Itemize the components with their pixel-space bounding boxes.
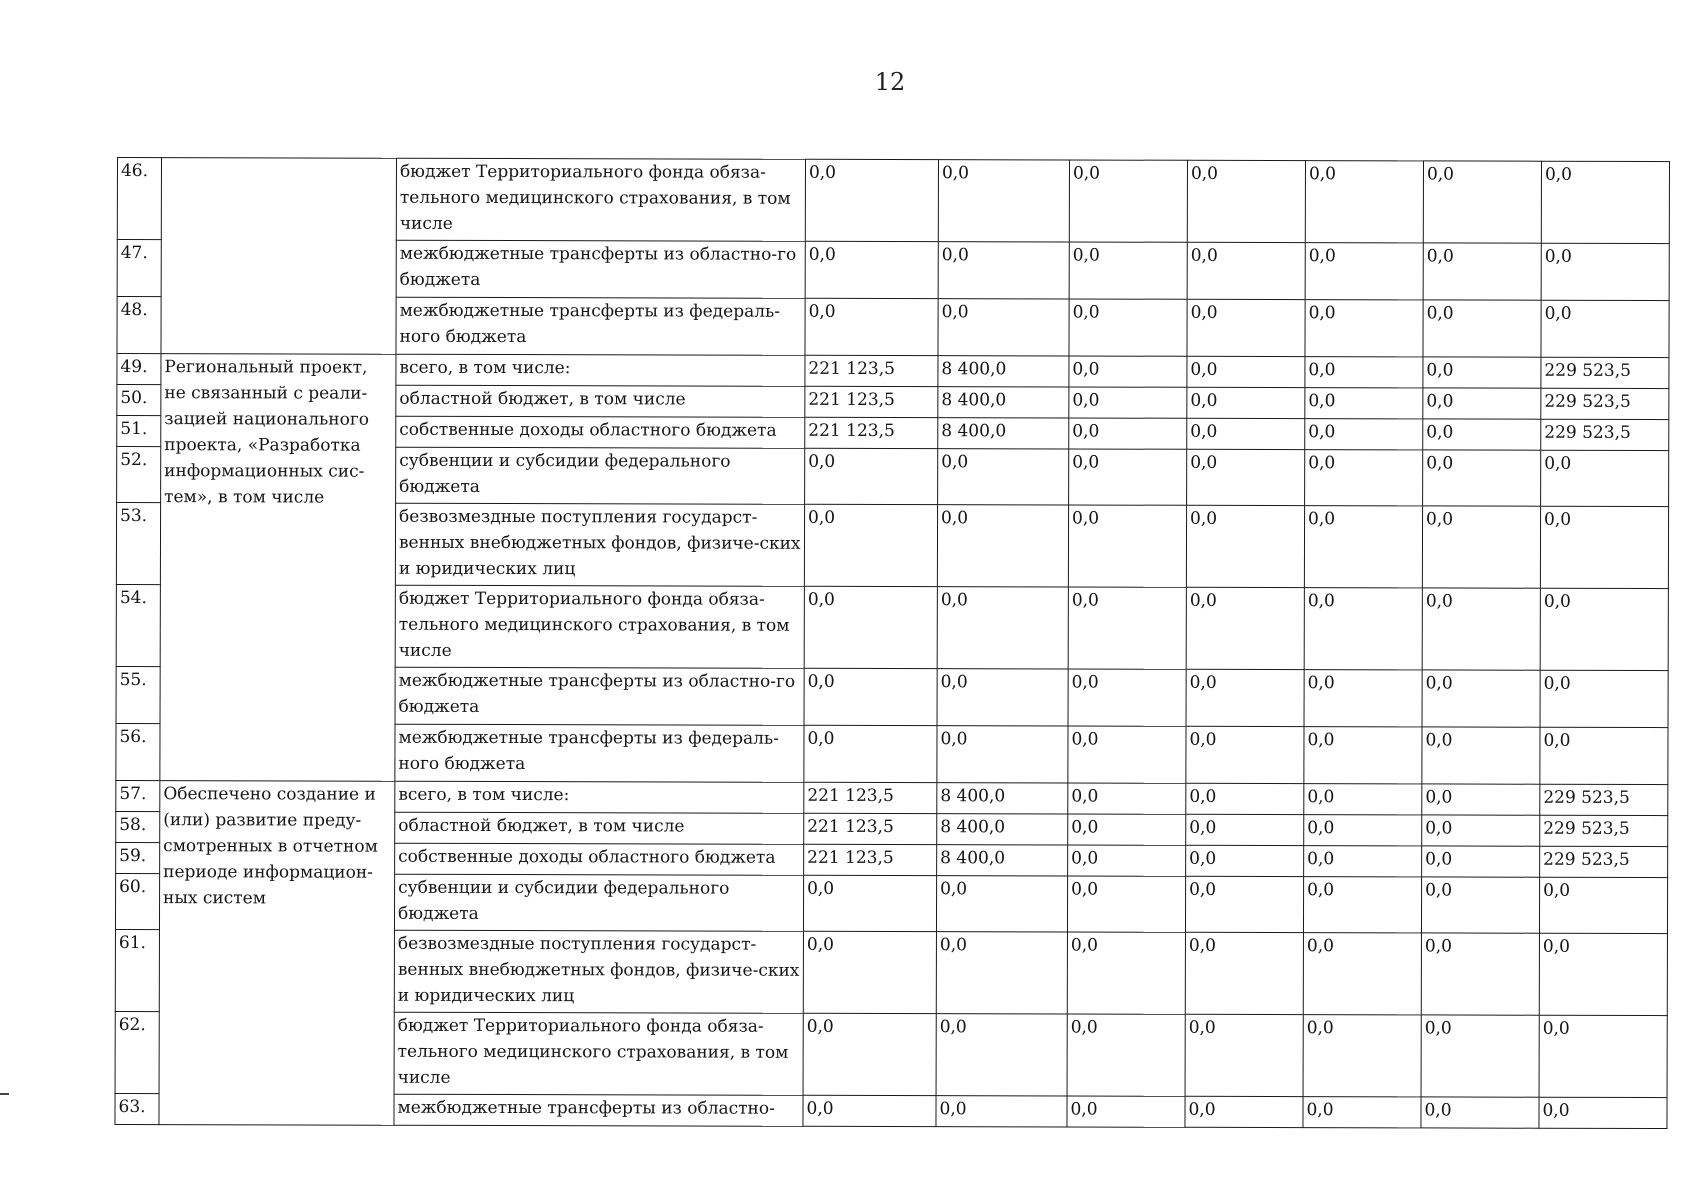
value-cell: 0,0 bbox=[1305, 243, 1423, 300]
funding-source-cell: областной бюджет, в том числе bbox=[396, 385, 805, 417]
value-cell: 0,0 bbox=[1541, 161, 1669, 243]
value-cell: 0,0 bbox=[1423, 388, 1541, 419]
row-number-cell: 59. bbox=[116, 842, 160, 873]
value-cell: 0,0 bbox=[804, 504, 937, 586]
value-cell: 0,0 bbox=[804, 725, 937, 782]
value-cell: 0,0 bbox=[936, 932, 1067, 1014]
value-cell: 0,0 bbox=[1068, 783, 1186, 814]
value-cell: 0,0 bbox=[1539, 1097, 1667, 1128]
value-cell: 0,0 bbox=[1423, 243, 1541, 300]
value-cell: 0,0 bbox=[1304, 846, 1422, 877]
value-cell: 0,0 bbox=[1303, 1015, 1421, 1097]
value-cell: 0,0 bbox=[1423, 419, 1541, 450]
row-number-cell: 61. bbox=[115, 929, 159, 1011]
value-cell: 0,0 bbox=[938, 299, 1069, 356]
value-cell: 0,0 bbox=[1069, 242, 1187, 299]
value-cell: 0,0 bbox=[1421, 1015, 1539, 1097]
value-cell: 0,0 bbox=[1539, 1015, 1667, 1097]
value-cell: 0,0 bbox=[1422, 588, 1540, 670]
value-cell: 0,0 bbox=[937, 669, 1068, 726]
value-cell: 0,0 bbox=[1186, 587, 1304, 669]
value-cell: 8 400,0 bbox=[937, 814, 1068, 845]
value-cell: 0,0 bbox=[1423, 357, 1541, 388]
value-cell: 0,0 bbox=[1068, 505, 1186, 587]
value-cell: 0,0 bbox=[1540, 588, 1668, 670]
value-cell: 0,0 bbox=[1186, 783, 1304, 814]
value-cell: 0,0 bbox=[1185, 1096, 1303, 1127]
value-cell: 0,0 bbox=[1422, 670, 1540, 727]
budget-table bbox=[114, 157, 1670, 1129]
value-cell: 0,0 bbox=[1187, 449, 1305, 505]
value-cell: 0,0 bbox=[938, 242, 1069, 299]
funding-source-cell: безвозмездные поступления государст-венных внебюджетных фондов, физиче-ских и юридических лиц bbox=[395, 503, 804, 586]
value-cell: 0,0 bbox=[1304, 506, 1422, 588]
row-number-cell: 53. bbox=[116, 503, 160, 585]
value-cell: 0,0 bbox=[1305, 357, 1423, 388]
row-number-cell: 58. bbox=[116, 811, 160, 842]
value-cell: 0,0 bbox=[1305, 300, 1423, 357]
value-cell: 0,0 bbox=[936, 876, 1067, 932]
value-cell: 0,0 bbox=[1067, 876, 1185, 932]
value-cell: 0,0 bbox=[1068, 669, 1186, 726]
funding-source-cell: бюджет Территориального фонда обяза-тельного медицинского страхования, в том числе bbox=[396, 158, 805, 241]
row-number-cell: 56. bbox=[116, 723, 160, 780]
value-cell: 0,0 bbox=[1069, 449, 1187, 505]
edge-mark bbox=[0, 1093, 9, 1095]
value-cell: 0,0 bbox=[1304, 727, 1422, 784]
funding-source-cell: межбюджетные трансферты из областно-го бюджета bbox=[395, 667, 804, 725]
funding-source-cell: межбюджетные трансферты из федераль-ного бюджета bbox=[396, 297, 805, 355]
value-cell: 0,0 bbox=[1186, 845, 1304, 876]
value-cell: 221 123,5 bbox=[804, 813, 937, 844]
value-cell: 0,0 bbox=[936, 1014, 1067, 1096]
value-cell: 0,0 bbox=[937, 505, 1068, 587]
value-cell: 0,0 bbox=[936, 1096, 1067, 1127]
value-cell: 0,0 bbox=[803, 1013, 936, 1095]
value-cell: 0,0 bbox=[1422, 506, 1540, 588]
table-body bbox=[115, 158, 1670, 1129]
value-cell: 0,0 bbox=[1305, 161, 1423, 243]
value-cell: 0,0 bbox=[938, 160, 1069, 242]
row-number-cell: 60. bbox=[115, 873, 159, 929]
value-cell: 8 400,0 bbox=[938, 387, 1069, 418]
value-cell: 0,0 bbox=[1186, 669, 1304, 726]
value-cell: 0,0 bbox=[1068, 814, 1186, 845]
value-cell: 221 123,5 bbox=[805, 386, 938, 417]
value-cell: 0,0 bbox=[1185, 876, 1303, 932]
funding-source-cell: межбюджетные трансферты из областно-го бюджета bbox=[396, 240, 805, 298]
value-cell: 0,0 bbox=[1303, 933, 1421, 1015]
funding-source-cell: областной бюджет, в том числе bbox=[395, 812, 804, 844]
row-number-cell: 54. bbox=[116, 584, 160, 666]
value-cell: 0,0 bbox=[1421, 933, 1539, 1015]
value-cell: 8 400,0 bbox=[937, 783, 1068, 814]
value-cell: 0,0 bbox=[1305, 450, 1423, 506]
row-number-cell: 49. bbox=[117, 354, 161, 385]
value-cell: 0,0 bbox=[1069, 299, 1187, 356]
value-cell: 0,0 bbox=[1187, 160, 1305, 242]
value-cell: 0,0 bbox=[1303, 877, 1421, 933]
value-cell: 0,0 bbox=[805, 241, 938, 298]
row-number-cell: 62. bbox=[115, 1011, 159, 1093]
row-number-cell: 46. bbox=[117, 158, 161, 240]
row-number-cell: 47. bbox=[117, 240, 161, 297]
value-cell: 0,0 bbox=[1304, 670, 1422, 727]
value-cell: 0,0 bbox=[1185, 1014, 1303, 1096]
value-cell: 0,0 bbox=[1068, 845, 1186, 876]
value-cell: 0,0 bbox=[1069, 418, 1187, 449]
budget-table-container bbox=[117, 157, 1670, 1125]
funding-source-cell: субвенции и субсидии федерального бюджета bbox=[394, 874, 803, 931]
value-cell: 0,0 bbox=[1304, 588, 1422, 670]
funding-source-cell: бюджет Территориального фонда обяза-тельного медицинского страхования, в том числе bbox=[395, 585, 804, 668]
value-cell: 0,0 bbox=[1539, 877, 1667, 933]
value-cell: 0,0 bbox=[1186, 814, 1304, 845]
value-cell: 0,0 bbox=[1069, 160, 1187, 242]
value-cell: 0,0 bbox=[803, 1095, 936, 1126]
funding-source-cell: бюджет Территориального фонда обяза-тельного медицинского страхования, в том числе bbox=[394, 1012, 803, 1095]
value-cell: 8 400,0 bbox=[938, 356, 1069, 387]
value-cell: 0,0 bbox=[1305, 388, 1423, 419]
value-cell: 0,0 bbox=[1304, 784, 1422, 815]
value-cell: 0,0 bbox=[1422, 815, 1540, 846]
group-title-cell bbox=[161, 158, 397, 355]
funding-source-cell: собственные доходы областного бюджета bbox=[395, 843, 804, 875]
value-cell: 0,0 bbox=[1540, 670, 1668, 727]
row-number-cell: 52. bbox=[117, 447, 161, 503]
value-cell: 0,0 bbox=[805, 298, 938, 355]
value-cell: 0,0 bbox=[1423, 161, 1541, 243]
value-cell: 0,0 bbox=[1422, 727, 1540, 784]
value-cell: 0,0 bbox=[1541, 300, 1669, 357]
value-cell: 8 400,0 bbox=[938, 418, 1069, 449]
value-cell: 229 523,5 bbox=[1541, 357, 1669, 388]
group-title-cell: Региональный проект, не связанный с реали-зацией национального проекта, «Разработка информационных сис-тем», в том числе bbox=[160, 354, 396, 782]
table-row bbox=[117, 354, 1669, 389]
value-cell: 0,0 bbox=[1187, 242, 1305, 299]
value-cell: 0,0 bbox=[1069, 387, 1187, 418]
value-cell: 0,0 bbox=[1186, 505, 1304, 587]
value-cell: 8 400,0 bbox=[937, 845, 1068, 876]
value-cell: 0,0 bbox=[1541, 450, 1669, 506]
value-cell: 221 123,5 bbox=[804, 782, 937, 813]
value-cell: 0,0 bbox=[1539, 933, 1667, 1015]
value-cell: 0,0 bbox=[1303, 1097, 1421, 1128]
value-cell: 0,0 bbox=[1068, 726, 1186, 783]
value-cell: 0,0 bbox=[938, 449, 1069, 505]
group-title-cell: Обеспечено создание и (или) развитие преду-смотренных в отчетном периоде информацион-ных систем bbox=[159, 781, 395, 1126]
value-cell: 0,0 bbox=[1305, 419, 1423, 450]
value-cell: 0,0 bbox=[1422, 846, 1540, 877]
value-cell: 0,0 bbox=[803, 875, 936, 931]
value-cell: 0,0 bbox=[1187, 356, 1305, 387]
value-cell: 0,0 bbox=[1540, 727, 1668, 784]
funding-source-cell: собственные доходы областного бюджета bbox=[396, 416, 805, 448]
value-cell: 229 523,5 bbox=[1540, 846, 1668, 877]
row-number-cell: 51. bbox=[117, 416, 161, 447]
value-cell: 0,0 bbox=[804, 668, 937, 725]
value-cell: 229 523,5 bbox=[1541, 419, 1669, 450]
value-cell: 0,0 bbox=[805, 448, 938, 504]
value-cell: 0,0 bbox=[1423, 450, 1541, 506]
value-cell: 0,0 bbox=[1304, 815, 1422, 846]
funding-source-cell: всего, в том числе: bbox=[396, 354, 805, 386]
value-cell: 0,0 bbox=[1423, 300, 1541, 357]
table-row bbox=[116, 780, 1668, 815]
funding-source-cell: межбюджетные трансферты из областно- bbox=[394, 1094, 803, 1126]
value-cell: 229 523,5 bbox=[1540, 815, 1668, 846]
row-number-cell: 55. bbox=[116, 666, 160, 723]
value-cell: 229 523,5 bbox=[1540, 784, 1668, 815]
funding-source-cell: всего, в том числе: bbox=[395, 781, 804, 813]
table-row bbox=[117, 158, 1669, 244]
value-cell: 0,0 bbox=[1541, 243, 1669, 300]
row-number-cell: 48. bbox=[117, 297, 161, 354]
value-cell: 0,0 bbox=[1068, 587, 1186, 669]
value-cell: 0,0 bbox=[1185, 932, 1303, 1014]
row-number-cell: 50. bbox=[117, 385, 161, 416]
value-cell: 0,0 bbox=[1069, 356, 1187, 387]
value-cell: 0,0 bbox=[1067, 932, 1185, 1014]
funding-source-cell: субвенции и субсидии федерального бюджета bbox=[396, 447, 805, 504]
funding-source-cell: межбюджетные трансферты из федераль-ного бюджета bbox=[395, 724, 804, 782]
value-cell: 0,0 bbox=[805, 159, 938, 241]
value-cell: 0,0 bbox=[1421, 877, 1539, 933]
value-cell: 0,0 bbox=[1422, 784, 1540, 815]
value-cell: 0,0 bbox=[803, 931, 936, 1013]
value-cell: 221 123,5 bbox=[805, 417, 938, 448]
row-number-cell: 63. bbox=[115, 1093, 159, 1124]
row-number-cell: 57. bbox=[116, 780, 160, 811]
value-cell: 0,0 bbox=[937, 726, 1068, 783]
value-cell: 0,0 bbox=[1067, 1096, 1185, 1127]
value-cell: 0,0 bbox=[1187, 299, 1305, 356]
funding-source-cell: безвозмездные поступления государст-венных внебюджетных фондов, физиче-ских и юридических лиц bbox=[394, 930, 803, 1013]
value-cell: 229 523,5 bbox=[1541, 388, 1669, 419]
value-cell: 0,0 bbox=[1067, 1014, 1185, 1096]
value-cell: 0,0 bbox=[1186, 726, 1304, 783]
value-cell: 0,0 bbox=[804, 586, 937, 668]
value-cell: 0,0 bbox=[1187, 418, 1305, 449]
value-cell: 221 123,5 bbox=[804, 844, 937, 875]
page-number: 12 bbox=[874, 68, 906, 96]
value-cell: 0,0 bbox=[937, 587, 1068, 669]
value-cell: 0,0 bbox=[1540, 506, 1668, 588]
value-cell: 0,0 bbox=[1187, 387, 1305, 418]
value-cell: 0,0 bbox=[1421, 1097, 1539, 1128]
value-cell: 221 123,5 bbox=[805, 355, 938, 386]
